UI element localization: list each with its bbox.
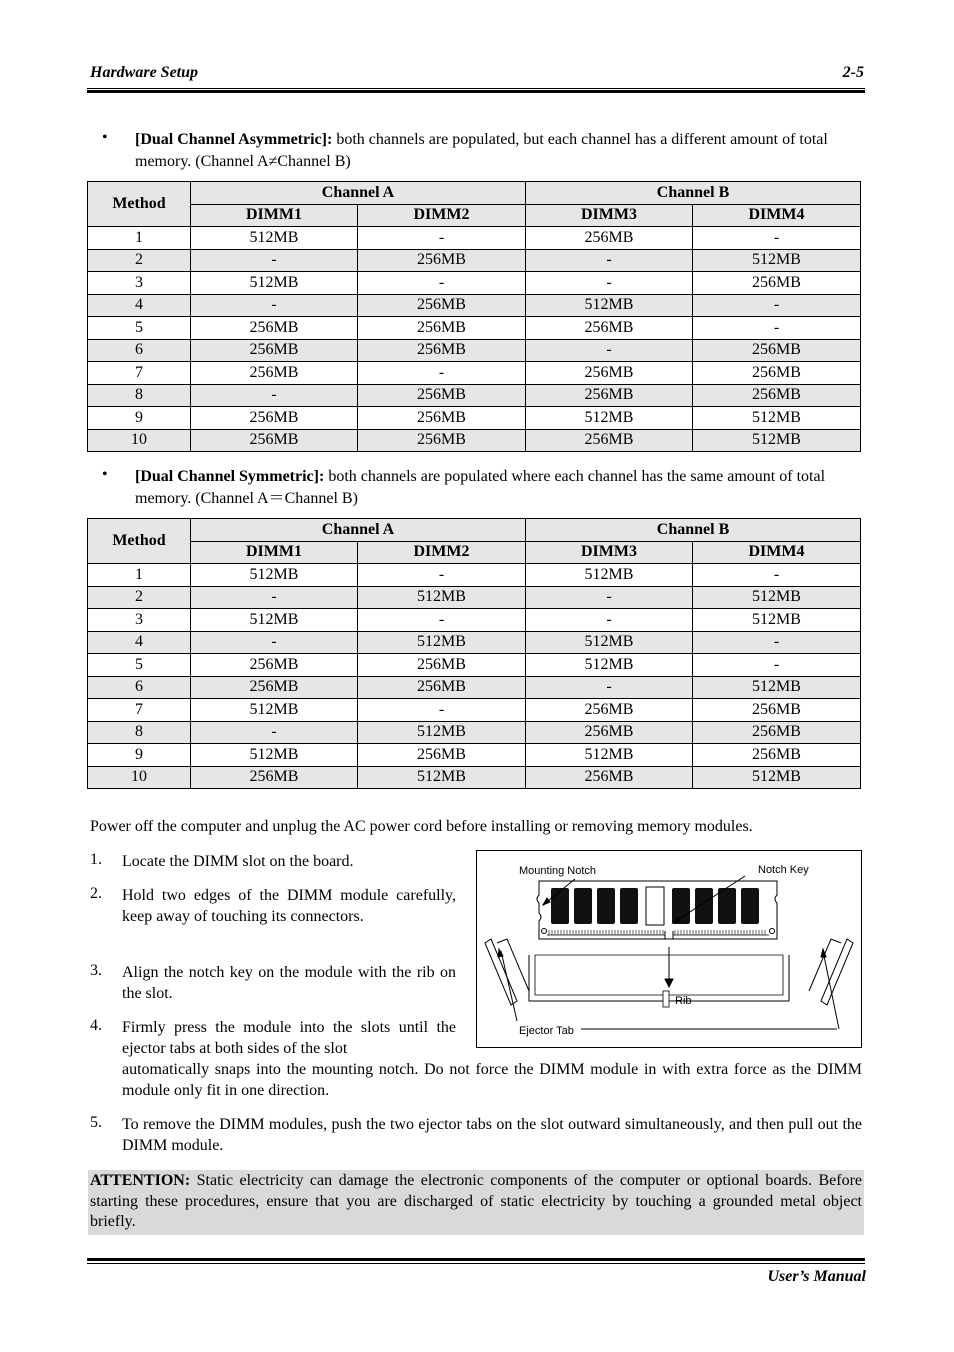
dimm-cell: 256MB [358,339,526,362]
asymmetric-description [135,129,861,173]
dimm-cell: 256MB [526,317,693,340]
dimm-cell: - [191,249,358,272]
dimm-cell: - [191,384,358,407]
symmetric-text: both channels are populated where each channel has the same amount of total memory. (Channel A＝Channel B) [135,468,826,507]
dimm-cell: 256MB [693,362,861,385]
dimm-module [537,881,777,939]
dimm-cell: 256MB [526,362,693,385]
dimm-cell: - [693,294,861,317]
dimm-cell: 512MB [693,429,861,452]
dimm-cell: 256MB [526,766,693,789]
dimm-cell: 256MB [191,429,358,452]
dimm3-header: DIMM3 [526,204,693,227]
bullet-symmetric: • [102,466,108,483]
rib-label: Rib [675,995,692,1007]
dimm-cell: - [693,564,861,587]
method-cell: 10 [88,429,191,452]
dimm-cell: 512MB [693,249,861,272]
asymmetric-title: [Dual Channel Asymmetric]: [135,131,333,148]
method-header: Method [88,182,191,227]
dimm-cell: - [526,676,693,699]
dimm-cell: - [191,294,358,317]
method-cell: 3 [88,272,191,295]
dimm-cell: 256MB [358,654,526,677]
dimm-cell: - [526,609,693,632]
dimm-cell: 256MB [358,407,526,430]
symmetric-table [87,518,861,789]
dimm1-header: DIMM1 [191,541,358,564]
step-2-text: Hold two edges of the DIMM module carefully, keep away of touching its connectors. [122,887,456,925]
dimm-cell: 256MB [191,654,358,677]
asymmetric-text: both channels are populated, but each channel has a different amount of total memory. (Channel A≠Channel B) [135,131,828,170]
step-3-text: Align the notch key on the module with the rib on the slot. [122,964,456,1002]
dimm-cell: 256MB [693,272,861,295]
dimm-cell: 256MB [358,317,526,340]
dimm-cell: 512MB [526,631,693,654]
bullet-asymmetric: • [102,129,108,146]
page-number: 2-5 [842,64,864,81]
table-row [88,564,861,587]
method-cell: 2 [88,249,191,272]
channel-a-header: Channel A [191,182,526,205]
footer-rule-thick [87,1258,865,1261]
attention-notice [88,1170,864,1235]
dimm1-header: DIMM1 [191,204,358,227]
method-cell: 10 [88,766,191,789]
method-cell: 7 [88,362,191,385]
dimm-cell: - [526,249,693,272]
notch-key-label: Notch Key [758,864,809,876]
table-row [88,362,861,385]
table-row [88,339,861,362]
dimm-cell: - [191,721,358,744]
step-5-text: To remove the DIMM modules, push the two ejector tabs on the slot outward simultaneously, and then pull out the DIMM module. [122,1116,862,1154]
dimm-cell: - [191,631,358,654]
attention-label: ATTENTION: [90,1172,191,1189]
dimm-cell: 512MB [191,564,358,587]
table-row [88,272,861,295]
table-row [88,249,861,272]
symmetric-title: [Dual Channel Symmetric]: [135,468,325,485]
header-rule-thin [87,88,865,89]
dimm-cell: 256MB [191,362,358,385]
dimm-cell: 256MB [693,721,861,744]
dimm-cell: 256MB [358,294,526,317]
method-cell: 9 [88,407,191,430]
dimm-cell: 512MB [693,766,861,789]
method-cell: 3 [88,609,191,632]
table-row [88,654,861,677]
dimm-cell: 512MB [693,586,861,609]
dimm-cell: 256MB [191,676,358,699]
dimm-installation-figure [476,850,862,1048]
table-row [88,227,861,250]
dimm-cell: 512MB [191,744,358,767]
dimm-cell: - [526,272,693,295]
table-row [88,317,861,340]
step-2-number: 2. [90,885,102,902]
method-cell: 8 [88,721,191,744]
ejector-tab-label: Ejector Tab [519,1025,574,1037]
dimm3-header: DIMM3 [526,541,693,564]
method-cell: 9 [88,744,191,767]
dimm-cell: 256MB [358,429,526,452]
table-row [88,699,861,722]
channel-a-header: Channel A [191,519,526,542]
dimm-cell: 512MB [358,631,526,654]
dimm-cell: - [191,586,358,609]
dimm-cell: 512MB [191,272,358,295]
dimm-cell: 512MB [693,407,861,430]
method-cell: 1 [88,564,191,587]
dimm2-header: DIMM2 [358,541,526,564]
attention-text: Static electricity can damage the electronic components of the computer or optional boards. Before starting these procedures, ensure that you are discharged of static electricity by touching a grounded metal object briefly. [90,1172,862,1230]
dimm-cell: 256MB [693,699,861,722]
dimm-cell: 256MB [693,339,861,362]
asymmetric-table [87,181,861,452]
step-1-text: Locate the DIMM slot on the board. [122,853,354,870]
dimm-cell: 512MB [191,609,358,632]
dimm-cell: 512MB [526,294,693,317]
method-cell: 7 [88,699,191,722]
dimm-cell: 512MB [693,676,861,699]
mounting-notch-label: Mounting Notch [519,865,597,877]
step-3-number: 3. [90,962,102,979]
header-title: Hardware Setup [90,64,199,81]
dimm-cell: 512MB [191,227,358,250]
dimm-cell: 512MB [358,586,526,609]
dimm-cell: 256MB [358,384,526,407]
dimm-cell: 256MB [358,249,526,272]
dimm-cell: 256MB [191,317,358,340]
intro-paragraph: Power off the computer and unplug the AC power cord before installing or removing memory modules. [90,818,753,835]
step-1-number: 1. [90,851,102,868]
symmetric-description [135,466,861,510]
dimm-cell: - [693,227,861,250]
footer-rule-thin [87,1263,865,1264]
channel-b-header: Channel B [526,519,861,542]
dimm-cell: 512MB [526,744,693,767]
method-cell: 5 [88,317,191,340]
step-5-number: 5. [90,1114,102,1131]
header-rule-thick [87,90,865,93]
dimm-cell: - [358,272,526,295]
table-row [88,294,861,317]
dimm2-header: DIMM2 [358,204,526,227]
step-4-text-part2: automatically snaps into the mounting notch. Do not force the DIMM module in with extra force as the DIMM module only fit in one direction. [122,1061,862,1099]
dimm-cell: 256MB [526,699,693,722]
dimm-cell: - [358,227,526,250]
dimm-cell: - [693,631,861,654]
dimm-cell: 512MB [693,609,861,632]
dimm-cell: 512MB [358,721,526,744]
table-row [88,429,861,452]
dimm-cell: 512MB [526,654,693,677]
dimm-cell: 256MB [191,407,358,430]
method-header: Method [88,519,191,564]
channel-b-header: Channel B [526,182,861,205]
table-row [88,766,861,789]
dimm-cell: 512MB [526,564,693,587]
table-row [88,384,861,407]
dimm-cell: - [358,609,526,632]
table-row [88,721,861,744]
table-row [88,631,861,654]
dimm-cell: 256MB [526,227,693,250]
dimm4-header: DIMM4 [693,204,861,227]
dimm-cell: 512MB [191,699,358,722]
dimm-cell: 256MB [526,721,693,744]
dimm4-header: DIMM4 [693,541,861,564]
step-4-number: 4. [90,1017,102,1034]
dimm-cell: - [358,699,526,722]
method-cell: 1 [88,227,191,250]
dimm-cell: 256MB [191,766,358,789]
method-cell: 4 [88,631,191,654]
method-cell: 2 [88,586,191,609]
dimm-cell: - [358,564,526,587]
footer-title: User’s Manual [767,1268,866,1285]
dimm-cell: - [693,317,861,340]
dimm-cell: 256MB [526,429,693,452]
dimm-cell: 512MB [358,766,526,789]
dimm-cell: 256MB [191,339,358,362]
table-row [88,586,861,609]
dimm-diagram [477,851,861,1047]
dimm-cell: - [693,654,861,677]
dimm-cell: 256MB [358,676,526,699]
table-row [88,676,861,699]
table-row [88,609,861,632]
method-cell: 5 [88,654,191,677]
dimm-cell: 256MB [693,384,861,407]
dimm-cell: 256MB [526,384,693,407]
method-cell: 6 [88,676,191,699]
dimm-cell: - [358,362,526,385]
dimm-cell: 256MB [693,744,861,767]
dimm-cell: - [526,339,693,362]
method-cell: 6 [88,339,191,362]
dimm-cell: - [526,586,693,609]
table-row [88,407,861,430]
method-cell: 4 [88,294,191,317]
dimm-cell: 512MB [526,407,693,430]
method-cell: 8 [88,384,191,407]
step-4-text-part1: Firmly press the module into the slots until the ejector tabs at both sides of the slot [122,1019,456,1057]
table-row [88,744,861,767]
dimm-cell: 256MB [358,744,526,767]
